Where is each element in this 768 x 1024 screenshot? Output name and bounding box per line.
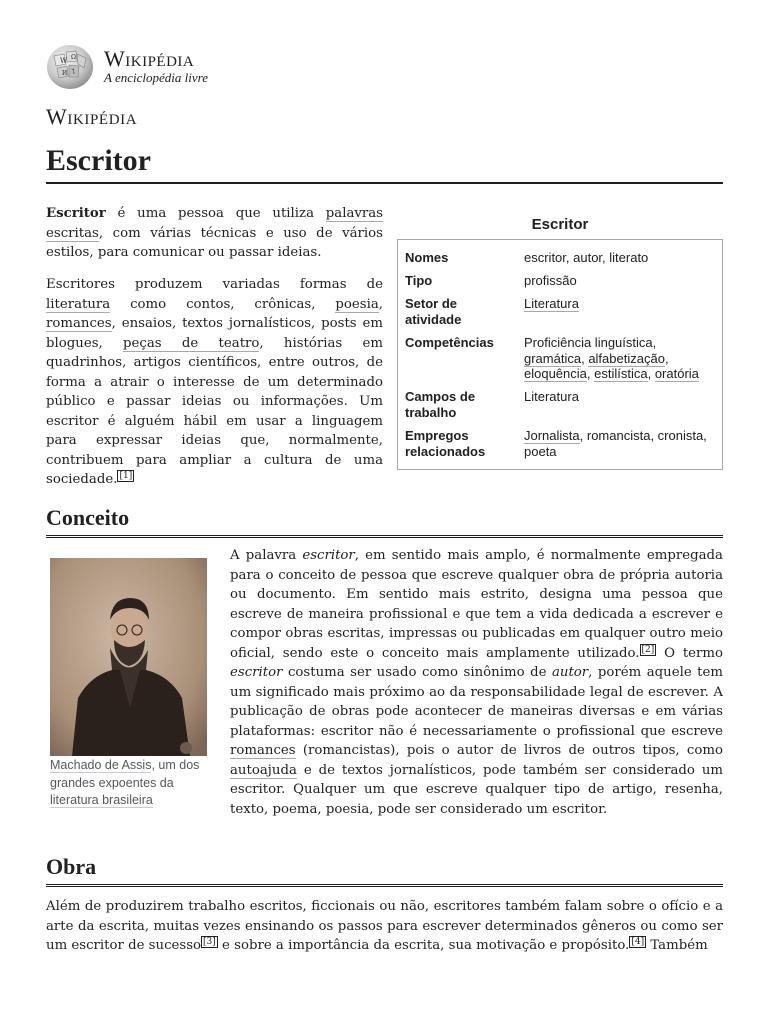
text: e de textos jornalísticos, pode também ser considerado um escritor. Qualquer um que escreve qualquer tipo de artigo, resenha, texto, poema, poesia, pode ser considerado um escritor. (230, 762, 723, 817)
svg-text:W: W (60, 57, 68, 65)
svg-text:Ω: Ω (71, 54, 76, 61)
infobox-row-nomes (405, 250, 717, 266)
text: , (647, 366, 655, 381)
link-eloquencia[interactable]: eloquência (524, 366, 587, 381)
lead-paragraph-2 (46, 275, 383, 490)
text: , ensaios, textos jornalísticos, posts em blogues, (46, 316, 383, 351)
reference-link[interactable]: [3] (203, 937, 216, 947)
infobox-value: Literatura (524, 389, 579, 404)
text: como contos, crônicas, (110, 296, 336, 312)
section-heading-conceito: Conceito (46, 503, 723, 538)
lead-paragraph-1 (46, 204, 383, 263)
text: e sobre a importância da escrita, sua motivação e propósito. (217, 938, 630, 953)
infobox (397, 239, 723, 470)
puzzle-globe-icon (44, 42, 96, 90)
text: é uma pessoa que utiliza (105, 206, 326, 221)
text: , com várias técnicas e uso de vários estilos, para comunicar ou passar ideias. (46, 225, 383, 260)
infobox-label: Setor de atividade (405, 296, 462, 327)
infobox-label: Tipo (405, 273, 433, 288)
infobox-value: profissão (524, 273, 577, 288)
infobox-row-setor (405, 296, 717, 327)
link-literatura-brasileira[interactable]: literatura brasileira (50, 793, 153, 807)
italic-term: escritor (302, 548, 355, 563)
infobox-value (524, 428, 717, 459)
link-literatura[interactable]: literatura (46, 296, 111, 312)
infobox-row-campos (405, 389, 717, 420)
italic-term: autor (551, 665, 589, 680)
svg-text:И: И (62, 70, 68, 77)
text: , (664, 350, 669, 366)
reference-link[interactable]: [4] (631, 937, 645, 947)
wordmark-secondary: Wikipédia (46, 104, 138, 129)
infobox-label: Competências (405, 335, 494, 350)
infobox-caption: Escritor (531, 216, 589, 233)
link-alfabetizacao[interactable]: alfabetização (588, 350, 665, 366)
portrait-image[interactable] (50, 558, 207, 756)
reference-link[interactable]: [2] (641, 644, 655, 655)
infobox-label: Nomes (405, 250, 449, 265)
link-literatura-setor[interactable]: Literatura (524, 296, 579, 311)
link-romances[interactable]: romances (46, 316, 112, 331)
text: , histórias em quadrinhos, artigos científicos, entre outros, de forma a atrair o interesse de um determinado público e passar ideias ou informações. Um escritor é alguém hábil em usar a linguagem para expressar ideias que, normalmente, contribuem para ampliar a cultura de uma sociedade. (46, 335, 384, 487)
text: costuma ser usado como sinônimo de (282, 665, 552, 680)
reference-4[interactable] (629, 936, 646, 948)
text: , (378, 296, 383, 312)
text: (romancistas), pois o autor de livros de outros tipos, como (295, 743, 723, 758)
text: O termo (656, 645, 723, 661)
page-title: Escritor (46, 140, 723, 184)
text: Também (646, 938, 708, 953)
figure-machado-de-assis (50, 558, 207, 810)
obra-paragraph (46, 897, 723, 956)
link-autoajuda[interactable]: autoajuda (230, 762, 297, 778)
text: , um dos grandes expoentes da (50, 758, 200, 790)
reference-2[interactable] (640, 644, 657, 656)
infobox-row-empregos (405, 428, 717, 459)
link-romances-conceito[interactable]: romances (230, 743, 296, 758)
reference-link[interactable]: [1] (119, 471, 133, 481)
infobox-row-competencias (405, 335, 717, 382)
text: A palavra (230, 548, 303, 563)
text: Proficiência linguística, (524, 335, 657, 350)
text: Escritores produzem variadas formas de (46, 277, 383, 292)
svg-text:ไ: ไ (72, 69, 76, 76)
text: , (581, 350, 589, 366)
link-oratoria[interactable]: oratória (654, 366, 699, 381)
infobox-label: Empregos relacionados (405, 428, 486, 459)
infobox-row-tipo (405, 273, 717, 289)
text: , romancista, cronista, poeta (524, 428, 707, 459)
italic-term: escritor (230, 665, 283, 680)
link-pecas-de-teatro[interactable]: peças de teatro (123, 335, 260, 351)
tagline: A enciclopédia livre (104, 70, 208, 85)
infobox-value (524, 335, 717, 382)
infobox-value: escritor, autor, literato (524, 250, 649, 265)
wikipedia-logo[interactable] (44, 42, 208, 90)
section-heading-obra: Obra (46, 852, 723, 887)
figure-caption (50, 757, 207, 810)
text: , porém aquele tem um significado mais próximo ao da responsabilidade legal de escrever. A publicação de obras pode acontecer de maneiras diversas e em várias plataformas: escritor não é necessariamente o profissional que escreve (230, 665, 723, 739)
link-machado-de-assis[interactable]: Machado de Assis (50, 758, 152, 772)
link-estilistica[interactable]: estilística (594, 366, 648, 381)
link-jornalista[interactable]: Jornalista (524, 428, 580, 443)
reference-1[interactable] (117, 470, 134, 482)
reference-3[interactable] (201, 936, 218, 948)
text: , em sentido mais amplo, é normalmente empregada para o conceito de pessoa que escreve qualquer obra de própria autoria ou documento. Em sentido mais estrito, designa uma pessoa que escreve de maneira profissional e que tem a vida dedicada a escrever e compor obras escritas, impressas ou publicadas em qualquer outro meio oficial, sendo este o conceito mais amplamente utilizado. (230, 548, 723, 661)
link-palavras-escritas[interactable]: palavras escritas (46, 206, 383, 241)
text: , (586, 366, 595, 381)
infobox-label: Campos de trabalho (405, 389, 476, 420)
conceito-paragraph (230, 546, 723, 819)
link-poesia[interactable]: poesia (335, 296, 379, 312)
bold-term: Escritor (46, 206, 106, 221)
wordmark: Wikipédia (104, 46, 195, 71)
text: Além de produzirem trabalho escritos, ficcionais ou não, escritores também falam sobre o ofício e a arte da escrita, muitas vezes ensinando os passos para escrever determinados gêneros ou como ser um escritor de sucesso (46, 899, 723, 953)
link-gramatica[interactable]: gramática (524, 350, 582, 366)
